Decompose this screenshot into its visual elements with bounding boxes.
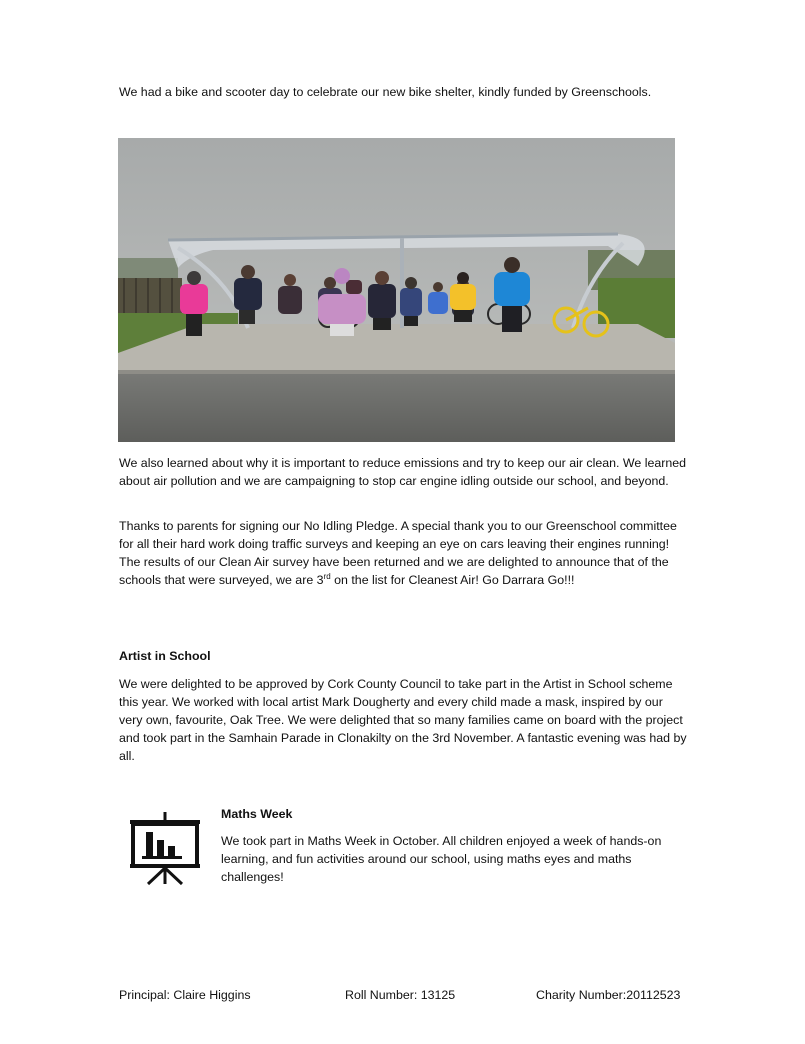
presentation-chart-icon — [126, 812, 204, 886]
thanks-text-after: on the list for Cleanest Air! Go Darrara Go!!! — [330, 573, 575, 587]
page-footer — [0, 986, 805, 1006]
artist-heading: Artist in School — [119, 649, 211, 663]
thanks-ordinal-suffix: rd — [323, 571, 331, 581]
emissions-paragraph: We also learned about why it is important to reduce emissions and try to keep our air clean. We learned about air pollution and we are campaigning to stop car engine idling outside our school, and beyond. — [119, 456, 687, 488]
maths-paragraph: We took part in Maths Week in October. All children enjoyed a week of hands-on learning, and fun activities around our school, using maths eyes and maths challenges! — [221, 834, 662, 884]
footer-roll-number: Roll Number: 13125 — [345, 988, 456, 1002]
bike-shelter-photo — [118, 138, 675, 442]
footer-charity-number: Charity Number:20112523 — [536, 988, 681, 1002]
artist-paragraph: We were delighted to be approved by Cork County Council to take part in the Artist in School scheme this year. We worked with local artist Mark Dougherty and every child made a mask, inspired by our very own, favourite, Oak Tree. We were delighted that so many families came on board with the project and took part in the Samhain Parade in Clonakilty on the 3rd November. A fantastic evening was had by all. — [119, 677, 687, 763]
intro-paragraph: We had a bike and scooter day to celebrate our new bike shelter, kindly funded by Greenschools. — [119, 85, 652, 99]
thanks-paragraph — [119, 517, 689, 589]
maths-heading: Maths Week — [221, 807, 293, 821]
thanks-text-before: Thanks to parents for signing our No Idling Pledge. A special thank you to our Greenschool committee for all their hard work doing traffic surveys and keeping an eye on cars leaving their engines running! The results of our Clean Air survey have been returned and we are delighted to announce that of the schools that were surveyed, we are 3 — [119, 519, 677, 587]
footer-principal: Principal: Claire Higgins — [119, 988, 251, 1002]
